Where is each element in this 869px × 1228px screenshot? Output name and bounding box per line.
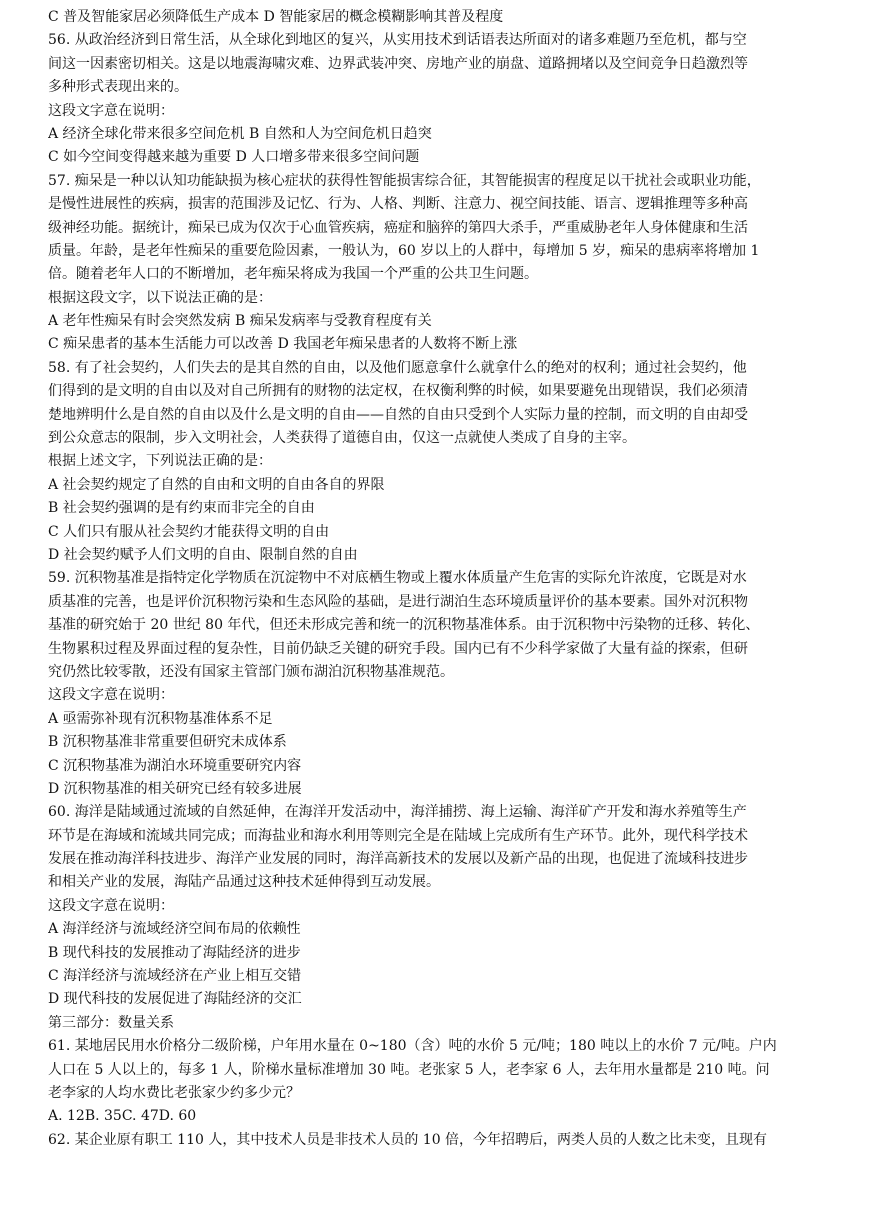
text-line: C 普及智能家居必须降低生产成本 D 智能家居的概念模糊影响其普及程度: [48, 9, 504, 25]
text-line: A 海洋经济与流域经济空间布局的依赖性: [48, 921, 301, 938]
text-line: 根据这段文字，以下说法正确的是：: [48, 289, 272, 306]
text-line: 倍。随着老年人口的不断增加，老年痴呆将成为我国一个严重的公共卫生问题。: [48, 266, 538, 283]
text-line: 62. 某企业原有职工 110 人，其中技术人员是非技术人员的 10 倍，今年招聘后，两类人员的人数之比未变，且现有: [48, 1131, 768, 1148]
text-line: 56. 从政治经济到日常生活，从全球化到地区的复兴，从实用技术到话语表达所面对的诸多难题乃至危机，都与空: [48, 32, 747, 49]
document-page: [48, 6, 828, 1152]
text-line: 第三部分：数量关系: [48, 1014, 174, 1031]
text-line: 究仍然比较零散，还没有国家主管部门颁布湖泊沉积物基准规范。: [48, 663, 454, 680]
text-line: 59. 沉积物基准是指特定化学物质在沉淀物中不对底栖生物或上覆水体质量产生危害的实际允许浓度，它既是对水: [48, 570, 747, 587]
text-line: 基准的研究始于 20 世纪 80 年代，但还未形成完善和统一的沉积物基准体系。由于沉积物中污染物的迁移、转化、: [48, 617, 760, 634]
text-line: C 如今空间变得越来越为重要 D 人口增多带来很多空间问题: [48, 149, 420, 166]
text-line: 人口在 5 人以上的，每多 1 人，阶梯水量标准增加 30 吨。老张家 5 人，老李家 6 人，去年用水量都是 210 吨。问: [48, 1061, 770, 1078]
text-line: 61. 某地居民用水价格分二级阶梯，户年用水量在 0~180（含）吨的水价 5 元/吨；180 吨以上的水价 7 元/吨。户内: [48, 1038, 777, 1055]
text-line: D 现代科技的发展促进了海陆经济的交汇: [48, 991, 302, 1008]
text-line: C 痴呆患者的基本生活能力可以改善 D 我国老年痴呆患者的人数将不断上涨: [48, 336, 518, 353]
text-line: 多种形式表现出来的。: [48, 79, 188, 96]
text-line: 60. 海洋是陆域通过流域的自然延伸，在海洋开发活动中，海洋捕捞、海上运输、海洋矿产开发和海水养殖等生产: [48, 804, 747, 821]
text-line: C 人们只有服从社会契约才能获得文明的自由: [48, 523, 330, 540]
text-line: 发展在推动海洋科技进步、海洋产业发展的同时，海洋高新技术的发展以及新产品的出现，也促进了流域科技进步: [48, 851, 748, 868]
text-line: 生物累积过程及界面过程的复杂性，目前仍缺乏关键的研究手段。国内已有不少科学家做了大量有益的探索，但研: [48, 640, 748, 657]
text-line: D 社会契约赋予人们文明的自由、限制自然的自由: [48, 546, 358, 563]
text-line: 58. 有了社会契约，人们失去的是其自然的自由，以及他们愿意拿什么就拿什么的绝对的权利；通过社会契约，他: [48, 359, 747, 376]
text-line: D 沉积物基准的相关研究已经有较多进展: [48, 780, 302, 797]
text-line: A 经济全球化带来很多空间危机 B 自然和人为空间危机日趋突: [48, 125, 432, 142]
text-line: 这段文字意在说明：: [48, 102, 174, 119]
text-line: 到公众意志的限制，步入文明社会，人类获得了道德自由，仅这一点就使人类成了自身的主宰。: [48, 430, 636, 447]
text-line: 间这一因素密切相关。这是以地震海啸灾难、边界武装冲突、房地产业的崩盘、道路拥堵以及空间竞争日趋激烈等: [48, 55, 748, 72]
text-line: B 沉积物基准非常重要但研究未成体系: [48, 734, 287, 751]
text-line: 级神经功能。据统计，痴呆已成为仅次于心血管疾病，癌症和脑猝的第四大杀手，严重威胁老年人身体健康和生活: [48, 219, 748, 236]
text-line: C 海洋经济与流域经济在产业上相互交错: [48, 968, 302, 985]
text-line: 老李家的人均水费比老张家少约多少元？: [48, 1084, 300, 1101]
text-line: A. 12B. 35C. 47D. 60: [48, 1108, 197, 1125]
text-line: 这段文字意在说明：: [48, 687, 174, 704]
text-line: A 亟需弥补现有沉积物基准体系不足: [48, 710, 273, 727]
text-line: 和相关产业的发展，海陆产品通过这种技术延伸得到互动发展。: [48, 874, 440, 891]
text-line: A 社会契约规定了自然的自由和文明的自由各自的界限: [48, 476, 385, 493]
text-line: 这段文字意在说明：: [48, 897, 174, 914]
text-line: C 沉积物基准为湖泊水环境重要研究内容: [48, 757, 302, 774]
text-line: 们得到的是文明的自由以及对自己所拥有的财物的法定权，在权衡利弊的时候，如果要避免出现错误，我们必须清: [48, 383, 748, 400]
text-line: 57. 痴呆是一种以认知功能缺损为核心症状的获得性智能损害综合征，其智能损害的程度足以干扰社会或职业功能，: [48, 172, 761, 189]
text-line: A 老年性痴呆有时会突然发病 B 痴呆发病率与受教育程度有关: [48, 313, 432, 330]
text-line: B 社会契约强调的是有约束而非完全的自由: [48, 500, 315, 517]
text-line: 质量。年龄，是老年性痴呆的重要危险因素，一般认为，60 岁以上的人群中，每增加 5 岁，痴呆的患病率将增加 1: [48, 242, 760, 259]
text-line: 是慢性进展性的疾病，损害的范围涉及记忆、行为、人格、判断、注意力、视空间技能、语言、逻辑推理等多种高: [48, 196, 748, 213]
text-line: 质基准的完善，也是评价沉积物污染和生态风险的基础，是进行湖泊生态环境质量评价的基本要素。国外对沉积物: [48, 593, 748, 610]
text-line: 根据上述文字，下列说法正确的是：: [48, 453, 272, 470]
text-line: B 现代科技的发展推动了海陆经济的进步: [48, 944, 301, 961]
text-line: 楚地辨明什么是自然的自由以及什么是文明的自由——自然的自由只受到个人实际力量的控制，而文明的自由却受: [48, 406, 748, 423]
text-line: 环节是在海域和流域共同完成；而海盐业和海水利用等则完全是在陆域上完成所有生产环节。此外，现代科学技术: [48, 827, 748, 844]
